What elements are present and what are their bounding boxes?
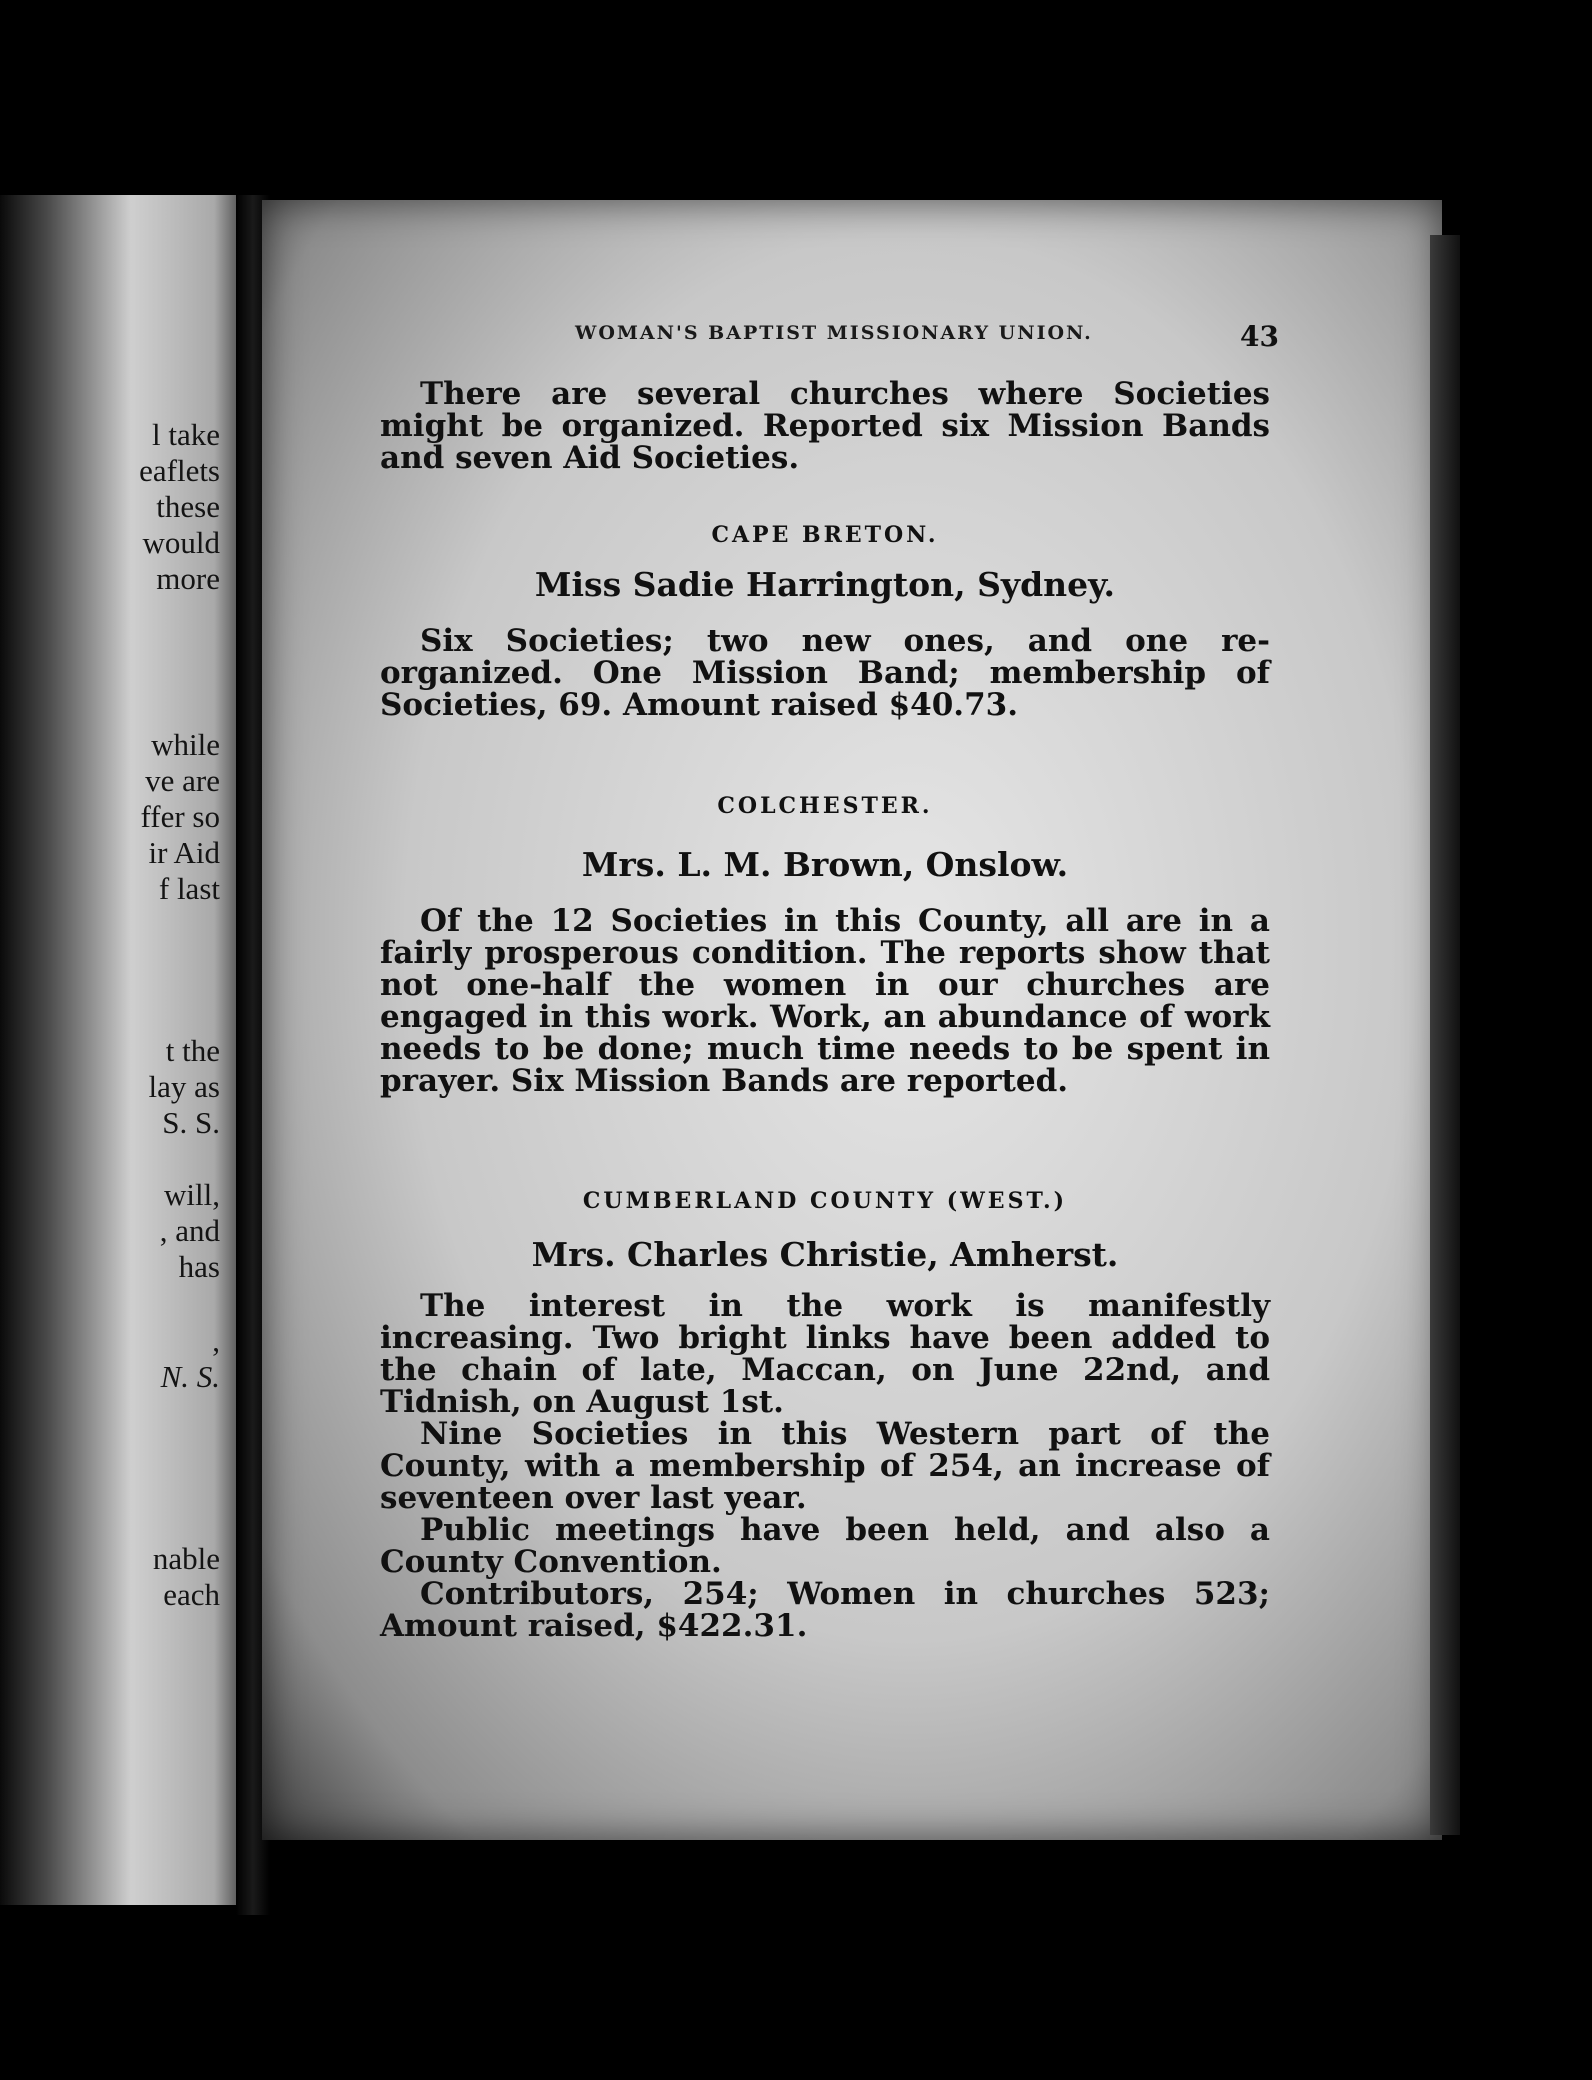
paragraph: Nine Societies in this Western part of the County, with a membership of 254, an increase of seventeen over last year. [380, 1416, 1270, 1516]
paragraph: There are several churches where Societies might be organized. Reported six Mission Bands and seven Aid Societies. [380, 376, 1270, 476]
page-edge [1430, 235, 1460, 1835]
section-heading-cape-breton: CAPE BRETON. [711, 522, 939, 548]
left-fragment: nable [152, 1541, 220, 1576]
left-fragment: more [156, 561, 220, 596]
paragraph: Six Societies; two new ones, and one re-organized. One Mission Band; membership of Societies, 69. Amount raised $40.73. [380, 623, 1270, 723]
left-fragment: , [212, 1323, 220, 1358]
left-fragment: while [151, 727, 220, 762]
left-fragment: ir Aid [148, 835, 220, 870]
left-page [0, 195, 238, 1905]
left-fragment: ve are [145, 763, 220, 798]
left-fragment: has [178, 1249, 220, 1284]
left-fragment: l take [152, 417, 220, 452]
paragraph: Of the 12 Societies in this County, all are in a fairly prosperous condition. The reports show that not one-half the women in our churches are engaged in this work. Work, an abundance of work needs to be done; much time needs to be spent in prayer. Six Mission Bands are reported. [380, 903, 1270, 1099]
left-fragment: each [163, 1577, 220, 1612]
section-body-cape-breton [380, 625, 1270, 721]
left-fragment: lay as [148, 1069, 220, 1104]
section-heading-colchester: COLCHESTER. [717, 793, 933, 819]
paragraph: Public meetings have been held, and also a County Convention. [380, 1512, 1270, 1580]
left-fragment: will, [164, 1177, 220, 1212]
running-head: WOMAN'S BAPTIST MISSIONARY UNION. [575, 322, 1093, 344]
left-fragment: t the [165, 1033, 220, 1068]
intro-paragraph [380, 378, 1270, 474]
section-body-colchester [380, 905, 1270, 1097]
left-fragment: would [142, 525, 220, 560]
left-fragment: eaflets [139, 453, 220, 488]
left-fragment: N. S. [160, 1359, 220, 1394]
page-number: 43 [1240, 320, 1279, 353]
section-body-cumberland [380, 1290, 1270, 1642]
left-fragment: S. S. [162, 1105, 220, 1140]
left-fragment: f last [158, 871, 220, 906]
left-fragment: , and [159, 1213, 220, 1248]
left-fragment: these [156, 489, 220, 524]
section-officer-cape-breton: Miss Sadie Harrington, Sydney. [534, 565, 1116, 604]
paragraph: Contributors, 254; Women in churches 523; Amount raised, $422.31. [380, 1576, 1270, 1644]
section-officer-cumberland: Mrs. Charles Christie, Amherst. [531, 1235, 1119, 1274]
paragraph: The interest in the work is manifestly increasing. Two bright links have been added to the chain of late, Maccan, on June 22nd, and Tidnish, on August 1st. [380, 1288, 1270, 1420]
section-officer-colchester: Mrs. L. M. Brown, Onslow. [581, 845, 1069, 884]
section-heading-cumberland: CUMBERLAND COUNTY (WEST.) [582, 1188, 1068, 1214]
left-fragment: ffer so [140, 799, 220, 834]
